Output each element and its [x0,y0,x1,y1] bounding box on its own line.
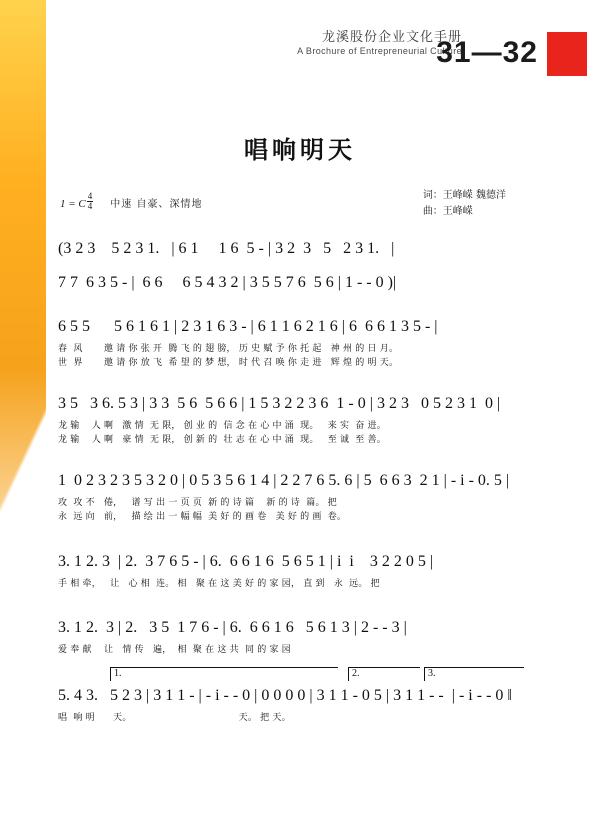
song-title: 唱响明天 [244,136,356,164]
score-system [58,391,554,448]
score-meta [60,192,570,226]
note-line: 1 0 2 3 2 3 5 3 2 0 | 0 5 3 5 6 1 4 | 2 2 7 6 5. 6 | 5 6 6 3 2 1 | - i - 0. 5 | [58,472,510,489]
spacer [58,377,554,391]
lyric-line-verse1: 唱 响 明 天。 天。 把 天。 [58,713,291,723]
time-signature-top: 4 [87,191,93,201]
note-line: 7 7 6 3 5 - | 6 6 6 5 4 3 2 | 3 5 5 7 6 5 6 | 1 - - 0 )| [58,274,397,291]
score-system [58,468,554,525]
header-accent-block [547,32,587,76]
spacer [58,304,554,314]
key-signature: 1 = C [60,198,86,210]
note-line: 3 5 3 6. 5 3 | 3 3 5 6 5 6 6 | 1 5 3 2 2 3 6 1 - 0 | 3 2 3 0 5 2 3 1 0 | [58,395,501,412]
lyric-line-verse2: 龙 输 人 啊 豪 情 无 限， 创 新 的 壮 志 在 心 中 涌 现。 至 诚 至 善。 [58,435,386,445]
tempo-marking: 中速 自豪、深情地 [110,199,203,210]
score-system [58,236,554,264]
score-system [58,549,554,591]
page-header [46,18,600,80]
lyric-line-verse2: 世 界 邀 请 你 放 飞 希 望 的 梦 想， 时 代 召 唤 你 走 进 辉 煌 的 明 天。 [58,358,399,368]
volta-bracket-1: 1. [110,667,338,681]
header-title-english: A Brochure of Entrepreneurial Culture [297,46,462,56]
time-signature-bottom: 4 [87,201,93,211]
score-system [58,314,554,371]
credit-composer: 曲：王峰嵘 [422,206,473,217]
spacer [58,454,554,468]
page-number: 31—32 [436,36,538,69]
volta-brackets [58,667,554,683]
score-system [58,615,554,657]
note-line: 3. 1 2. 3 | 2. 3 5 1 7 6 - | 6. 6 6 1 6 5 6 1 3 | 2 - - 3 | [58,619,407,636]
note-line: (3 2 3 5 2 3 1. | 6 1 1 6 5 - | 3 2 3 5 2 3 1. | [58,240,395,257]
spacer [58,531,554,549]
lyric-line-verse1: 龙 输 人 啊 激 情 无 限， 创 业 的 信 念 在 心 中 涌 现。 来 实 奋 进。 [58,421,386,431]
lyric-line-verse2: 永 远 向 前， 描 绘 出 一 幅 幅 美 好 的 画 卷 美 好 的 画 卷。 [58,512,347,522]
spacer [58,597,554,615]
header-title-chinese: 龙溪股份企业文化手册 [321,30,462,45]
lyric-line-verse1: 攻 攻 不 倦， 谱 写 出 一 页 页 新 的 诗 篇 新 的 诗 篇。 把 [58,498,337,508]
decorative-side-bar [0,0,46,820]
note-line: 6 5 5 5 6 1 6 1 | 2 3 1 6 3 - | 6 1 1 6 2 1 6 | 6 6 6 1 3 5 - | [58,318,438,335]
lyric-line-verse1: 春 风 邀 请 你 张 开 腾 飞 的 翅 膀， 历 史 赋 予 你 托 起 神 州 的 日 月。 [58,344,399,354]
lyric-line-verse1: 爱 奉 献 让 情 传 遍， 相 聚 在 这 共 同 的 家 园 [58,645,291,655]
credit-lyricist: 词：王峰嵘 魏德洋 [422,190,506,201]
note-line: 3. 1 2. 3 | 2. 3 7 6 5 - | 6. 6 6 1 6 5 6 5 1 | i i 3 2 2 0 5 | [58,553,434,570]
volta-bracket-2: 2. [348,667,420,681]
score-system [58,270,554,298]
music-score [58,236,554,731]
credits [423,188,506,220]
key-and-tempo [60,192,202,211]
time-signature [87,192,94,211]
score-system [58,683,554,725]
volta-bracket-3: 3. [424,667,524,681]
lyric-line-verse1: 手 相 牵， 让 心 相 连。 相 聚 在 这 美 好 的 家 园， 直 到 永 远。 把 [58,579,380,589]
note-line: 5. 4 3. 5 2 3 | 3 1 1 - | - i - - 0 | 0 0 0 0 | 3 1 1 - 0 5 | 3 1 1 - - | - i - - 0 ‖ [58,687,512,704]
